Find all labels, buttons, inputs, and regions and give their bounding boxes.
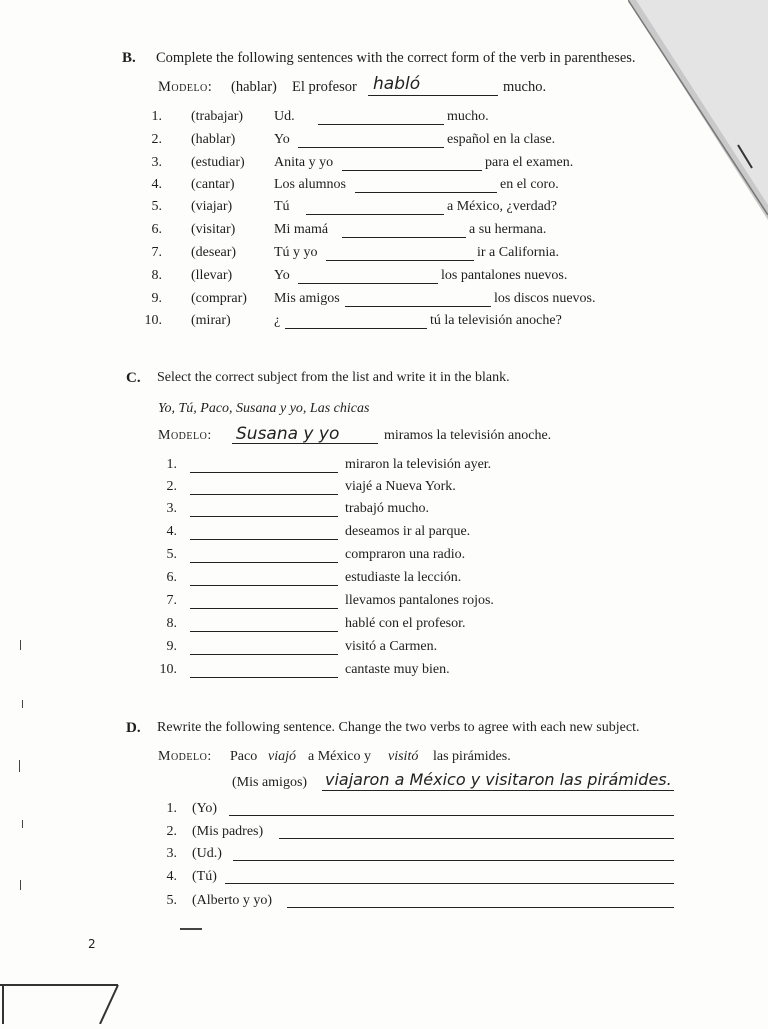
item-verb: (mirar) [191, 313, 231, 328]
item-subject: (Tú) [192, 869, 217, 884]
modelo-handwritten-answer: habló [373, 74, 421, 94]
subject-word-list: Yo, Tú, Paco, Susana y yo, Las chicas [158, 401, 370, 416]
answer-blank[interactable] [190, 494, 338, 495]
item-ending: viajé a Nueva York. [345, 479, 456, 494]
item-number: 7. [151, 245, 162, 260]
item-number: 5. [151, 199, 162, 214]
answer-blank[interactable] [190, 654, 338, 655]
scan-mark [20, 640, 21, 650]
scan-mark [180, 928, 202, 930]
answer-blank[interactable] [190, 677, 338, 678]
item-ending: para el examen. [485, 155, 574, 170]
item-verb: (hablar) [191, 132, 236, 147]
section-d-instruction: Rewrite the following sentence. Change the two verbs to agree with each new subject. [157, 720, 640, 735]
item-prompt: ¿ [274, 313, 281, 328]
item-number: 2. [151, 132, 162, 147]
item-verb: (desear) [191, 245, 237, 260]
item-ending: miraron la televisión ayer. [345, 457, 492, 472]
modelo-sentence-part: a México y [308, 749, 371, 764]
page-number: 2 [88, 937, 96, 951]
item-number: 8. [166, 616, 177, 631]
modelo-label: Modelo: [158, 428, 212, 443]
answer-blank[interactable] [342, 170, 482, 171]
item-verb: (cantar) [191, 177, 235, 192]
item-number: 1. [166, 801, 177, 816]
item-ending: visitó a Carmen. [345, 639, 438, 654]
item-number: 1. [166, 457, 177, 472]
item-verb: (comprar) [191, 291, 247, 306]
item-ending: compraron una radio. [345, 547, 466, 562]
answer-blank[interactable] [225, 883, 674, 884]
answer-blank[interactable] [298, 147, 444, 148]
example-handwritten-answer: viajaron a México y visitaron las pirámides. [325, 770, 672, 789]
answer-blank[interactable] [190, 585, 338, 586]
scan-mark [20, 880, 21, 890]
item-number: 5. [166, 893, 177, 908]
item-ending: tú la televisión anoche? [430, 313, 562, 328]
answer-blank[interactable] [287, 907, 674, 908]
answer-blank[interactable] [190, 608, 338, 609]
answer-blank[interactable] [355, 192, 497, 193]
page-fold-corner [628, 0, 768, 220]
modelo-label: Modelo: [158, 749, 212, 764]
item-subject: (Alberto y yo) [192, 893, 273, 908]
modelo-answer-line [368, 95, 498, 96]
item-subject: (Mis padres) [192, 824, 264, 839]
answer-blank[interactable] [318, 124, 444, 125]
item-number: 4. [166, 524, 177, 539]
item-verb: (estudiar) [191, 155, 245, 170]
modelo-label: Modelo: [158, 79, 213, 95]
item-prompt: Yo [274, 268, 290, 283]
item-number: 3. [151, 155, 162, 170]
answer-blank[interactable] [285, 328, 427, 329]
answer-blank[interactable] [233, 860, 674, 861]
answer-blank[interactable] [190, 516, 338, 517]
item-number: 2. [166, 824, 177, 839]
item-prompt: Mis amigos [274, 291, 340, 306]
item-ending: cantaste muy bien. [345, 662, 450, 677]
section-b-instruction: Complete the following sentences with the correct form of the verb in parentheses. [156, 50, 636, 66]
modelo-prompt: El profesor [292, 79, 357, 95]
item-number: 4. [151, 177, 162, 192]
item-ending: los pantalones nuevos. [441, 268, 568, 283]
answer-blank[interactable] [190, 631, 338, 632]
item-number: 10. [159, 662, 177, 677]
item-prompt: Mi mamá [274, 222, 329, 237]
answer-blank[interactable] [298, 283, 438, 284]
modelo-after: miramos la televisión anoche. [384, 428, 552, 443]
item-number: 9. [166, 639, 177, 654]
answer-blank[interactable] [306, 214, 444, 215]
item-prompt: Yo [274, 132, 290, 147]
item-ending: llevamos pantalones rojos. [345, 593, 494, 608]
item-ending: estudiaste la lección. [345, 570, 462, 585]
corner-scan-mark [0, 979, 130, 1024]
item-prompt: Anita y yo [274, 155, 334, 170]
item-ending: deseamos ir al parque. [345, 524, 471, 539]
item-ending: mucho. [447, 109, 489, 124]
scan-mark [22, 700, 23, 708]
item-prompt: Los alumnos [274, 177, 346, 192]
answer-blank[interactable] [190, 539, 338, 540]
item-number: 7. [166, 593, 177, 608]
modelo-verb: (hablar) [231, 79, 277, 95]
item-verb: (viajar) [191, 199, 233, 214]
answer-blank[interactable] [345, 306, 491, 307]
answer-blank[interactable] [279, 838, 674, 839]
section-d-letter: D. [126, 720, 141, 736]
modelo-sentence-part: las pirámides. [433, 749, 511, 764]
section-c-instruction: Select the correct subject from the list and write it in the blank. [157, 370, 510, 385]
item-number: 2. [166, 479, 177, 494]
item-number: 8. [151, 268, 162, 283]
item-prompt: Tú y yo [274, 245, 318, 260]
item-ending: trabajó mucho. [345, 501, 429, 516]
section-c-letter: C. [126, 370, 141, 386]
answer-blank[interactable] [326, 260, 474, 261]
answer-blank[interactable] [342, 237, 466, 238]
modelo-sentence-part: Paco [230, 749, 258, 764]
item-ending: a su hermana. [469, 222, 547, 237]
item-number: 1. [151, 109, 162, 124]
item-number: 4. [166, 869, 177, 884]
answer-blank[interactable] [229, 815, 674, 816]
item-number: 3. [166, 846, 177, 861]
modelo-handwritten-answer: Susana y yo [236, 424, 340, 444]
item-ending: hablé con el profesor. [345, 616, 466, 631]
answer-blank[interactable] [190, 472, 338, 473]
section-b-letter: B. [122, 50, 136, 66]
item-ending: ir a California. [477, 245, 560, 260]
example-answer-line [322, 790, 674, 791]
item-verb: (trabajar) [191, 109, 244, 124]
item-ending: español en la clase. [447, 132, 556, 147]
item-number: 10. [144, 313, 162, 328]
item-subject: (Yo) [192, 801, 218, 816]
item-number: 9. [151, 291, 162, 306]
example-subject: (Mis amigos) [232, 775, 308, 790]
item-number: 3. [166, 501, 177, 516]
item-ending: a México, ¿verdad? [447, 199, 557, 214]
item-prompt: Ud. [274, 109, 295, 124]
item-verb: (llevar) [191, 268, 233, 283]
item-number: 6. [166, 570, 177, 585]
item-number: 6. [151, 222, 162, 237]
item-number: 5. [166, 547, 177, 562]
modelo-verb-2: visitó [388, 749, 419, 764]
modelo-after: mucho. [503, 79, 547, 95]
item-subject: (Ud.) [192, 846, 222, 861]
answer-blank[interactable] [190, 562, 338, 563]
scan-mark [19, 760, 20, 772]
scan-mark [22, 820, 23, 828]
item-verb: (visitar) [191, 222, 236, 237]
item-ending: los discos nuevos. [494, 291, 596, 306]
modelo-answer-line [232, 443, 378, 444]
item-prompt: Tú [274, 199, 290, 214]
modelo-verb-1: viajó [268, 749, 296, 764]
item-ending: en el coro. [500, 177, 559, 192]
